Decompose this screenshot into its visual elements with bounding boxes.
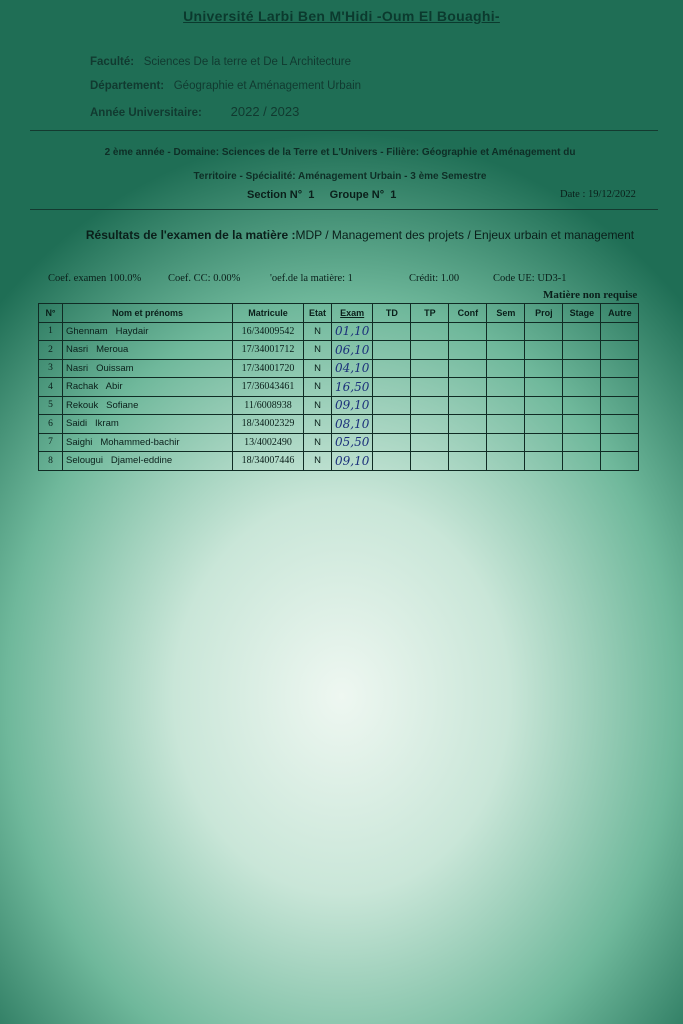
divider-top — [30, 130, 658, 131]
tp-cell — [411, 433, 449, 452]
student-matricule: 17/34001712 — [233, 341, 304, 360]
proj-cell — [525, 322, 563, 341]
conf-cell — [449, 378, 487, 397]
autre-cell — [601, 378, 639, 397]
conf-cell — [449, 415, 487, 434]
row-number: 2 — [39, 341, 63, 360]
exam-date: Date : 19/12/2022 — [560, 189, 636, 200]
table-row — [39, 322, 639, 341]
student-matricule: 17/36043461 — [233, 378, 304, 397]
sem-cell — [487, 378, 525, 397]
table-row — [39, 341, 639, 360]
proj-cell — [525, 396, 563, 415]
autre-cell — [601, 322, 639, 341]
table-row — [39, 452, 639, 471]
autre-cell — [601, 433, 639, 452]
stage-cell — [563, 322, 601, 341]
coef-exam: Coef. examen 100.0% — [48, 273, 142, 284]
grades-table — [38, 303, 639, 471]
student-etat: N — [304, 396, 332, 415]
student-name: Nasri Ouissam — [63, 359, 233, 378]
table-row — [39, 396, 639, 415]
faculte-line — [90, 56, 351, 68]
divider-bottom — [30, 209, 658, 210]
stage-cell — [563, 396, 601, 415]
col-header-nom: Nom et prénoms — [63, 304, 233, 323]
program-line-1: 2 ème année - Domaine: Sciences de la Terre et L'Univers - Filière: Géographie et Aménagement du — [104, 147, 576, 158]
td-cell — [373, 396, 411, 415]
td-cell — [373, 378, 411, 397]
student-etat: N — [304, 359, 332, 378]
results-title-subject: MDP / Management des projets / Enjeux urbain et management — [295, 228, 635, 242]
exam-grade: 09,10 — [332, 452, 373, 471]
stage-cell — [563, 341, 601, 360]
program-description — [40, 141, 640, 189]
matiere-non-requise: Matière non requise — [543, 289, 638, 301]
student-name: Rekouk Sofiane — [63, 396, 233, 415]
row-number: 3 — [39, 359, 63, 378]
td-cell — [373, 341, 411, 360]
sem-cell — [487, 322, 525, 341]
student-matricule: 17/34001720 — [233, 359, 304, 378]
student-matricule: 18/34002329 — [233, 415, 304, 434]
stage-cell — [563, 452, 601, 471]
conf-cell — [449, 433, 487, 452]
table-header-row — [39, 304, 639, 323]
autre-cell — [601, 415, 639, 434]
tp-cell — [411, 415, 449, 434]
row-number: 6 — [39, 415, 63, 434]
coef-cc: Coef. CC: 0.00% — [168, 273, 241, 284]
exam-grade: 09,10 — [332, 396, 373, 415]
td-cell — [373, 433, 411, 452]
col-header-tp: TP — [411, 304, 449, 323]
col-header-etat: Etat — [304, 304, 332, 323]
row-number: 1 — [39, 322, 63, 341]
student-etat: N — [304, 452, 332, 471]
exam-grade: 16,50 — [332, 378, 373, 397]
faculte-value: Sciences De la terre et De L Architecture — [143, 56, 351, 68]
annee-line — [90, 104, 299, 119]
sem-cell — [487, 396, 525, 415]
col-header-proj: Proj — [525, 304, 563, 323]
annee-label: Année Universitaire: — [90, 107, 202, 119]
row-number: 8 — [39, 452, 63, 471]
table-row — [39, 378, 639, 397]
tp-cell — [411, 359, 449, 378]
stage-cell — [563, 415, 601, 434]
col-header-td: TD — [373, 304, 411, 323]
results-title-label: Résultats de l'examen de la matière : — [85, 228, 296, 242]
student-matricule: 16/34009542 — [233, 322, 304, 341]
conf-cell — [449, 359, 487, 378]
td-cell — [373, 322, 411, 341]
coef-matiere: 'oef.de la matière: 1 — [270, 273, 353, 284]
col-header-exam-label: Exam — [340, 307, 365, 318]
col-header-sem: Sem — [487, 304, 525, 323]
program-line-2: Territoire - Spécialité: Aménagement Urbain - 3 ème Semestre — [193, 171, 487, 182]
tp-cell — [411, 452, 449, 471]
row-number: 4 — [39, 378, 63, 397]
tp-cell — [411, 341, 449, 360]
proj-cell — [525, 359, 563, 378]
col-header-exam — [332, 304, 373, 323]
conf-cell — [449, 452, 487, 471]
col-header-matricule: Matricule — [233, 304, 304, 323]
table-row — [39, 415, 639, 434]
sem-cell — [487, 415, 525, 434]
exam-grade: 01,10 — [332, 322, 373, 341]
student-name: Nasri Meroua — [63, 341, 233, 360]
departement-line — [90, 80, 361, 92]
proj-cell — [525, 378, 563, 397]
departement-label: Département: — [90, 80, 165, 92]
exam-grade: 05,50 — [332, 433, 373, 452]
student-name: Saidi Ikram — [63, 415, 233, 434]
student-name: Selougui Djamel-eddine — [63, 452, 233, 471]
row-number: 7 — [39, 433, 63, 452]
student-etat: N — [304, 322, 332, 341]
sem-cell — [487, 359, 525, 378]
exam-grade: 06,10 — [332, 341, 373, 360]
tp-cell — [411, 378, 449, 397]
sem-cell — [487, 341, 525, 360]
credit: Crédit: 1.00 — [409, 273, 460, 284]
section-group: Section N° 1 Groupe N° 1 — [247, 189, 397, 201]
row-number: 5 — [39, 396, 63, 415]
student-etat: N — [304, 415, 332, 434]
tp-cell — [411, 396, 449, 415]
student-name: Saighi Mohammed-bachir — [63, 433, 233, 452]
student-etat: N — [304, 433, 332, 452]
col-header-autre: Autre — [601, 304, 639, 323]
autre-cell — [601, 396, 639, 415]
table-row — [39, 433, 639, 452]
faculte-label: Faculté: — [90, 56, 135, 68]
sem-cell — [487, 433, 525, 452]
student-matricule: 18/34007446 — [233, 452, 304, 471]
td-cell — [373, 415, 411, 434]
student-name: Ghennam Haydair — [63, 322, 233, 341]
stage-cell — [563, 378, 601, 397]
autre-cell — [601, 359, 639, 378]
exam-grade: 04,10 — [332, 359, 373, 378]
annee-value: 2022 / 2023 — [230, 104, 300, 119]
stage-cell — [563, 433, 601, 452]
conf-cell — [449, 322, 487, 341]
student-name: Rachak Abir — [63, 378, 233, 397]
student-etat: N — [304, 378, 332, 397]
sem-cell — [487, 452, 525, 471]
code-ue: Code UE: UD3-1 — [493, 273, 567, 284]
col-header-stage: Stage — [563, 304, 601, 323]
proj-cell — [525, 433, 563, 452]
autre-cell — [601, 452, 639, 471]
university-title: Université Larbi Ben M'Hidi -Oum El Bouaghi- — [183, 8, 500, 24]
autre-cell — [601, 341, 639, 360]
student-matricule: 11/6008938 — [233, 396, 304, 415]
exam-grade: 08,10 — [332, 415, 373, 434]
stage-cell — [563, 359, 601, 378]
proj-cell — [525, 452, 563, 471]
conf-cell — [449, 396, 487, 415]
table-row — [39, 359, 639, 378]
student-matricule: 13/4002490 — [233, 433, 304, 452]
departement-value: Géographie et Aménagement Urbain — [173, 80, 362, 92]
td-cell — [373, 452, 411, 471]
col-header-n: N° — [39, 304, 63, 323]
proj-cell — [525, 341, 563, 360]
col-header-conf: Conf — [449, 304, 487, 323]
results-title — [80, 222, 640, 248]
tp-cell — [411, 322, 449, 341]
proj-cell — [525, 415, 563, 434]
td-cell — [373, 359, 411, 378]
conf-cell — [449, 341, 487, 360]
student-etat: N — [304, 341, 332, 360]
